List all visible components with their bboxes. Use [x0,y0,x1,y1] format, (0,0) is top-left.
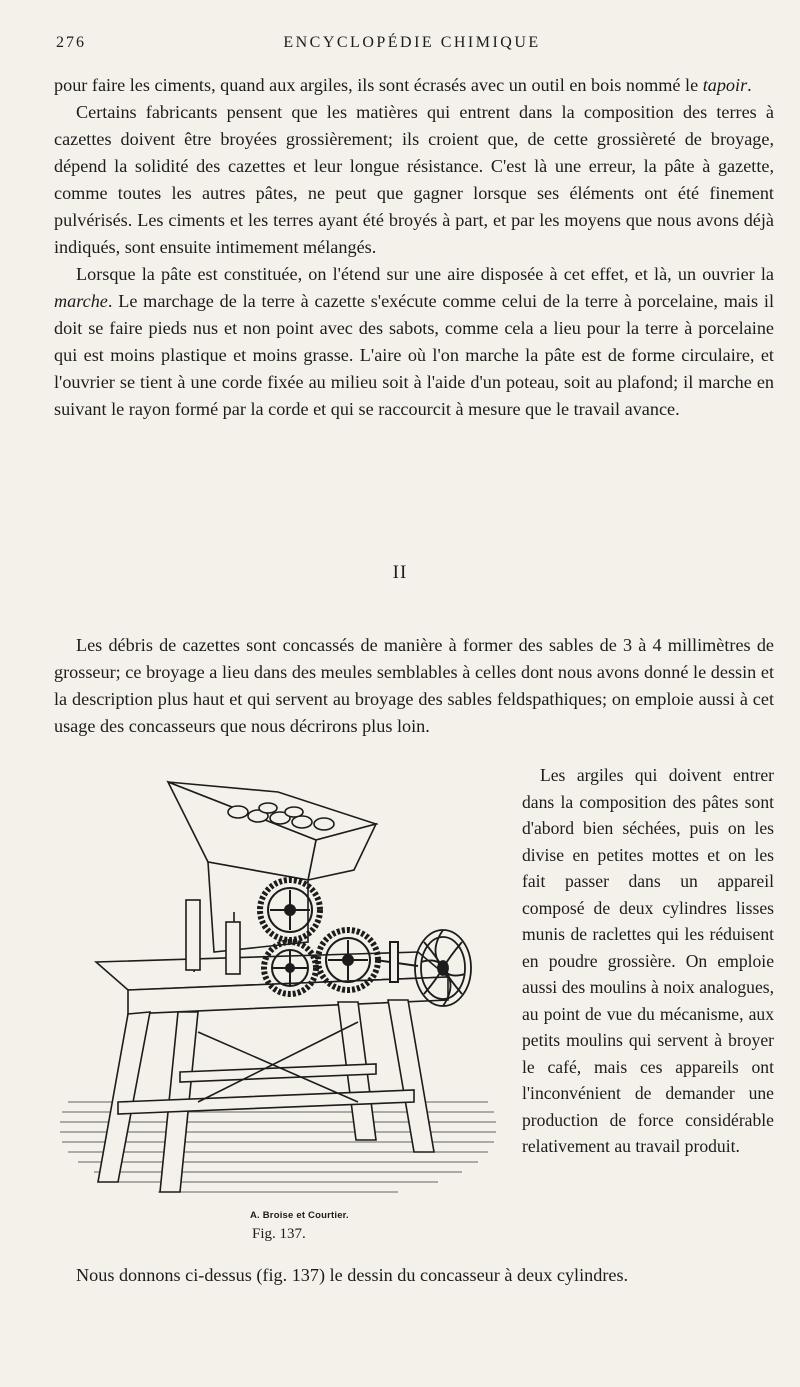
gear-lower-left [264,942,316,994]
text-block-section-ii [54,632,774,740]
page-number: 276 [56,34,86,51]
wooden-bench [96,952,448,1192]
text-run: . [747,75,752,95]
section-heading: II [392,562,408,583]
paragraph-debris: Les débris de cazettes sont concassés de manière à former des sables de 3 à 4 millimètres de grosseur; ce broyage a lieu dans des meules semblables à celles dont nous avons donné le dessin et la description plus haut et qui servent au broyage des sables feldspathiques; on emploie aussi à cet usage des concasseurs que nous décrirons plus loin. [54,635,774,736]
page-header [56,34,768,60]
hopper [168,782,376,880]
italic-term-tapoir: tapoir [702,75,748,95]
paragraph-broyage: Certains fabricants pensent que les matières qui entrent dans la composition des terres à cazettes doivent être broyées grossièrement; ils croient que, de cette grossièreté de broyage, dépend la solidité des cazettes et leur longue résistance. C'est là une erreur, la pâte à gazette, comme toutes les autres pâtes, ne peut que gagner lorsque ses éléments ont été finement pulvérisés. Les ciments et les terres ayant été broyés à part, et par les moyens que nous avons déjà indiqués, sont ensuite intimement mélangés. [54,102,774,257]
text-run: Lorsque la pâte est constituée, on l'étend sur une aire disposée à cet effet, et là, un ouvrier la [76,264,774,284]
text-block-top [54,72,774,423]
text-run: . Le marchage de la terre à cazette s'exécute comme celui de la terre à porcelaine, mais il doit se faire pieds nus et non point avec des sabots, comme cela a lieu pour la terre à porcelaine qui est moins plastique et moins grasse. L'aire où l'on marche la pâte est de forme circulaire, et l'ouvrier se tient à une corde fixée au milieu soit à l'aide d'un poteau, soit au plafond; il marche en suivant le rayon formé par la corde et qui se raccourcit à mesure que le travail avance. [54,291,774,419]
crusher-engraving [58,772,506,1242]
gear-upper [260,880,320,940]
italic-term-marche: marche [54,291,108,311]
text-column-right [522,762,774,1160]
paragraph-closing: Nous donnons ci-dessus (fig. 137) le dessin du concasseur à deux cylindres. [76,1265,629,1285]
running-title: ENCYCLOPÉDIE CHIMIQUE [283,34,541,51]
text-run: pour faire les ciments, quand aux argiles, ils sont écrasés avec un outil en bois nommé le [54,75,703,95]
figure-caption: Fig. 137. [252,1226,306,1242]
paragraph-continuation [54,72,774,99]
figure-credit: A. Broise et Courtier. [250,1210,349,1221]
paragraph-argiles: Les argiles qui doivent entrer dans la composition des pâtes sont d'abord bien séchées, puis on les divise en petites mottes et on les fait passer dans un appareil composé de deux cylindres lisses munis de raclettes qui les réduisent en poudre grossière. On emploie aussi des moulins à noix analogues, au point de vue du mécanisme, aux petits moulins qui servent à broyer le café, mais ces appareils ont l'inconvénient de demander une production de force considérable relativement au travail produit. [522,765,774,1156]
paragraph-marchage [54,261,774,423]
figure-crusher-illustration [58,772,506,1242]
